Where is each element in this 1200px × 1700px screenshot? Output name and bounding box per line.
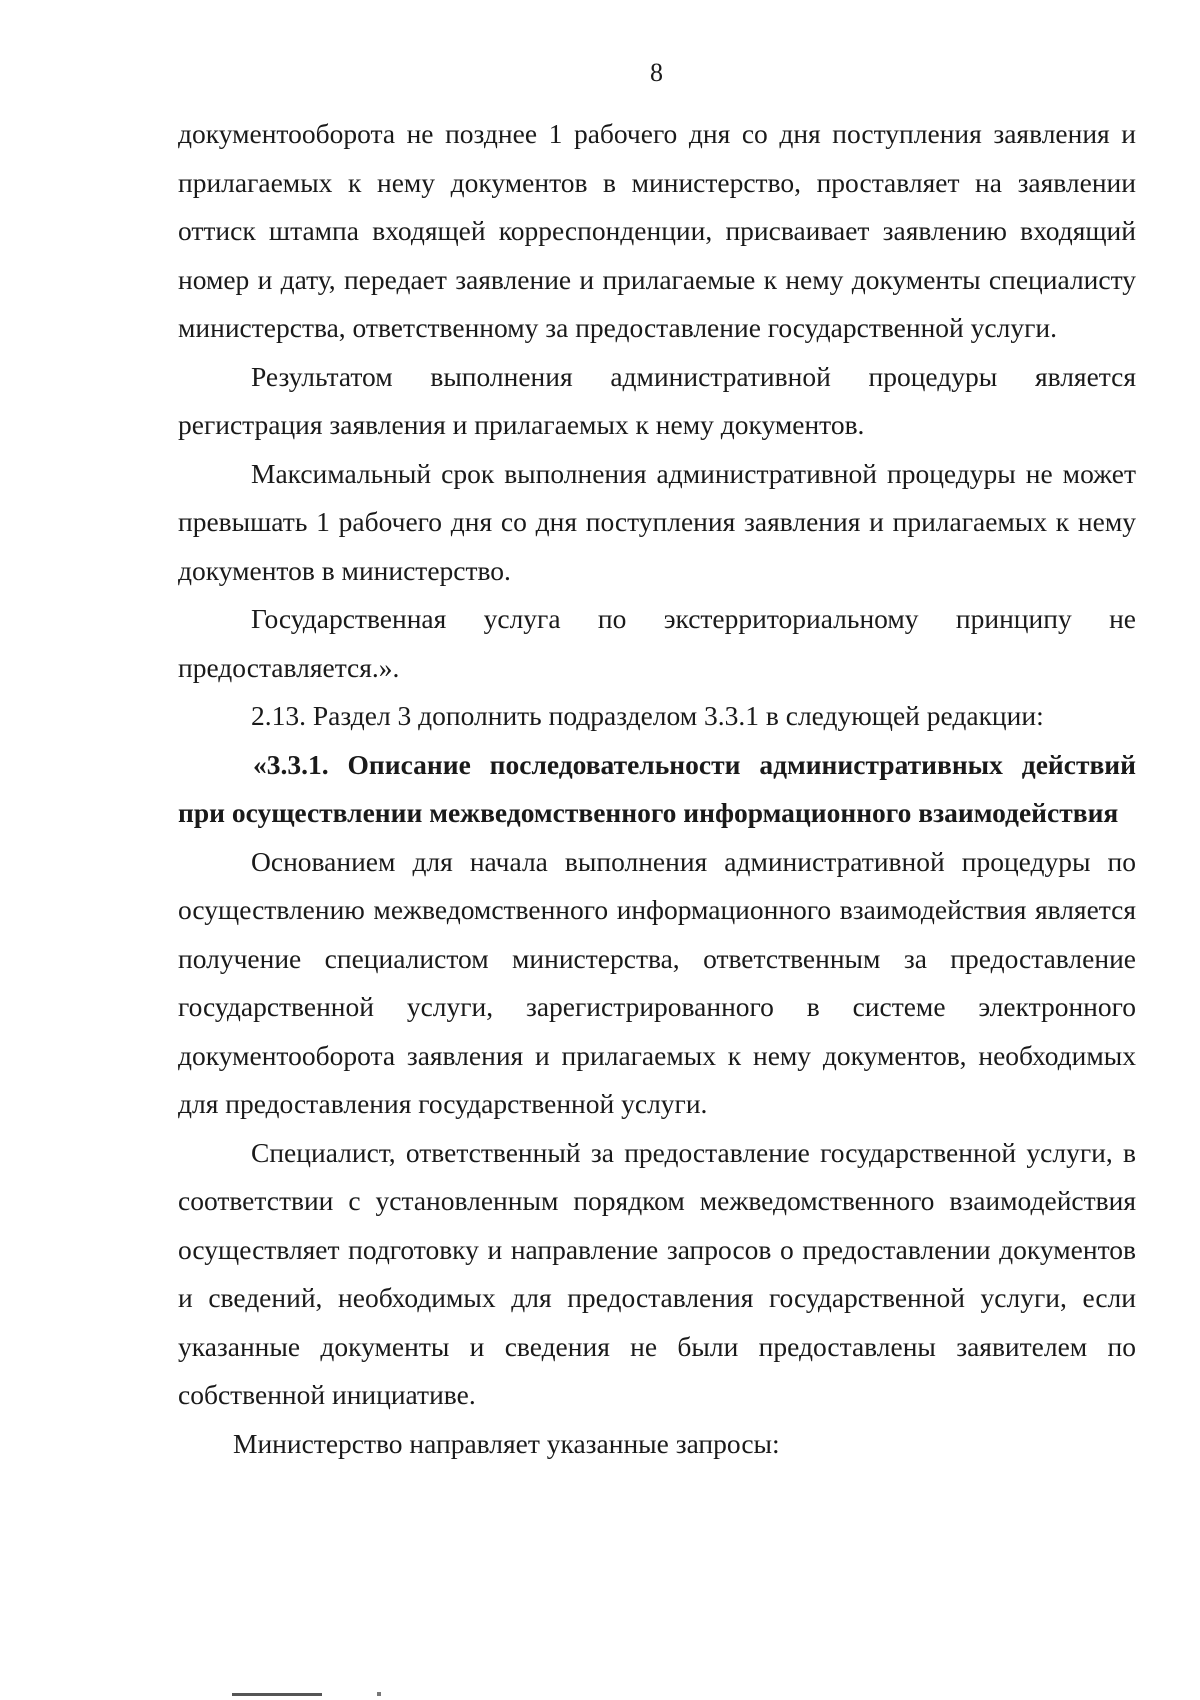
paragraph-specialist: Специалист, ответственный за предоставление государственной услуги, в соответствии с установленным порядком межведомственного взаимодействия осуществляет подготовку и направление запросов о предоставлении документов и сведений, необходимых для предоставления государственной услуги, если указанные документы и сведения не были предоставлены заявителем по собственной инициативе. — [178, 1136, 1136, 1410]
scan-dot-mark — [377, 1692, 381, 1696]
scan-edge-mark — [232, 1693, 322, 1696]
paragraph-max-term: Максимальный срок выполнения административной процедуры не может превышать 1 рабочего дня со дня поступления заявления и прилагаемых к нему документов в министерство. — [178, 457, 1136, 586]
paragraph-amendment: 2.13. Раздел 3 дополнить подразделом 3.3.1 в следующей редакции: — [251, 700, 1044, 731]
page-number: 8 — [650, 58, 663, 87]
document-body — [178, 110, 1136, 1468]
paragraph-extraterritorial: Государственная услуга по экстерриториальному принципу не предоставляется.». — [178, 603, 1136, 683]
paragraph-ministry-requests: Министерство направляет указанные запросы: — [233, 1427, 780, 1459]
paragraph-basis: Основанием для начала выполнения административной процедуры по осуществлению межведомственного информационного взаимодействия является получение специалистом министерства, ответственным за предоставление государственной услуги, зарегистрированного в системе электронного документооборота заявления и прилагаемых к нему документов, необходимых для предоставления государственной услуги. — [178, 845, 1136, 1119]
paragraph-result: Результатом выполнения административной процедуры является регистрация заявления и прилагаемых к нему документов. — [178, 360, 1136, 440]
section-heading: «3.3.1. Описание последовательности административных действий при осуществлении межведомственного информационного взаимодействия — [178, 748, 1136, 828]
paragraph-continuation: документооборота не позднее 1 рабочего дня со дня поступления заявления и прилагаемых к нему документов в министерство, проставляет на заявлении оттиск штампа входящей корреспонденции, присваивает заявлению входящий номер и дату, передает заявление и прилагаемые к нему документы специалисту министерства, ответственному за предоставление государственной услуги. — [178, 118, 1136, 343]
